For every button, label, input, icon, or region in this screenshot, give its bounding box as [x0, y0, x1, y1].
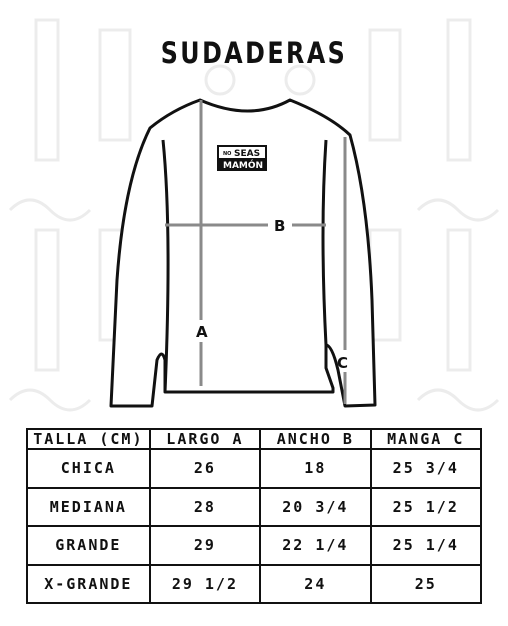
table-row — [27, 488, 481, 527]
table-row — [27, 449, 481, 488]
width-cell: 18 — [260, 449, 370, 488]
size-cell: CHICA — [27, 449, 150, 488]
measure-label-c: C — [337, 354, 349, 372]
size-table — [26, 428, 482, 604]
sleeve-cell: 25 — [371, 565, 481, 604]
header-size: TALLA (CM) — [27, 429, 150, 449]
size-cell: X-GRANDE — [27, 565, 150, 604]
width-cell: 22 1/4 — [260, 526, 370, 565]
table-row — [27, 565, 481, 604]
table-header-row — [27, 429, 481, 449]
header-length: LARGO A — [150, 429, 260, 449]
table-row — [27, 526, 481, 565]
size-cell: GRANDE — [27, 526, 150, 565]
logo-line2: MAMÓN — [223, 161, 264, 171]
measure-label-a: A — [196, 323, 208, 341]
size-cell: MEDIANA — [27, 488, 150, 527]
page-title: SUDADERAS — [160, 36, 348, 70]
length-cell: 28 — [150, 488, 260, 527]
width-cell: 20 3/4 — [260, 488, 370, 527]
brand-logo — [218, 146, 266, 171]
length-cell: 26 — [150, 449, 260, 488]
logo-line1: SEAS — [234, 149, 261, 159]
header-width: ANCHO B — [260, 429, 370, 449]
logo-mark: NO — [223, 151, 232, 157]
measure-label-b: B — [274, 217, 286, 235]
length-cell: 29 1/2 — [150, 565, 260, 604]
width-cell: 24 — [260, 565, 370, 604]
length-cell: 29 — [150, 526, 260, 565]
sleeve-cell: 25 1/4 — [371, 526, 481, 565]
header-sleeve: MANGA C — [371, 429, 481, 449]
sleeve-cell: 25 3/4 — [371, 449, 481, 488]
sleeve-cell: 25 1/2 — [371, 488, 481, 527]
